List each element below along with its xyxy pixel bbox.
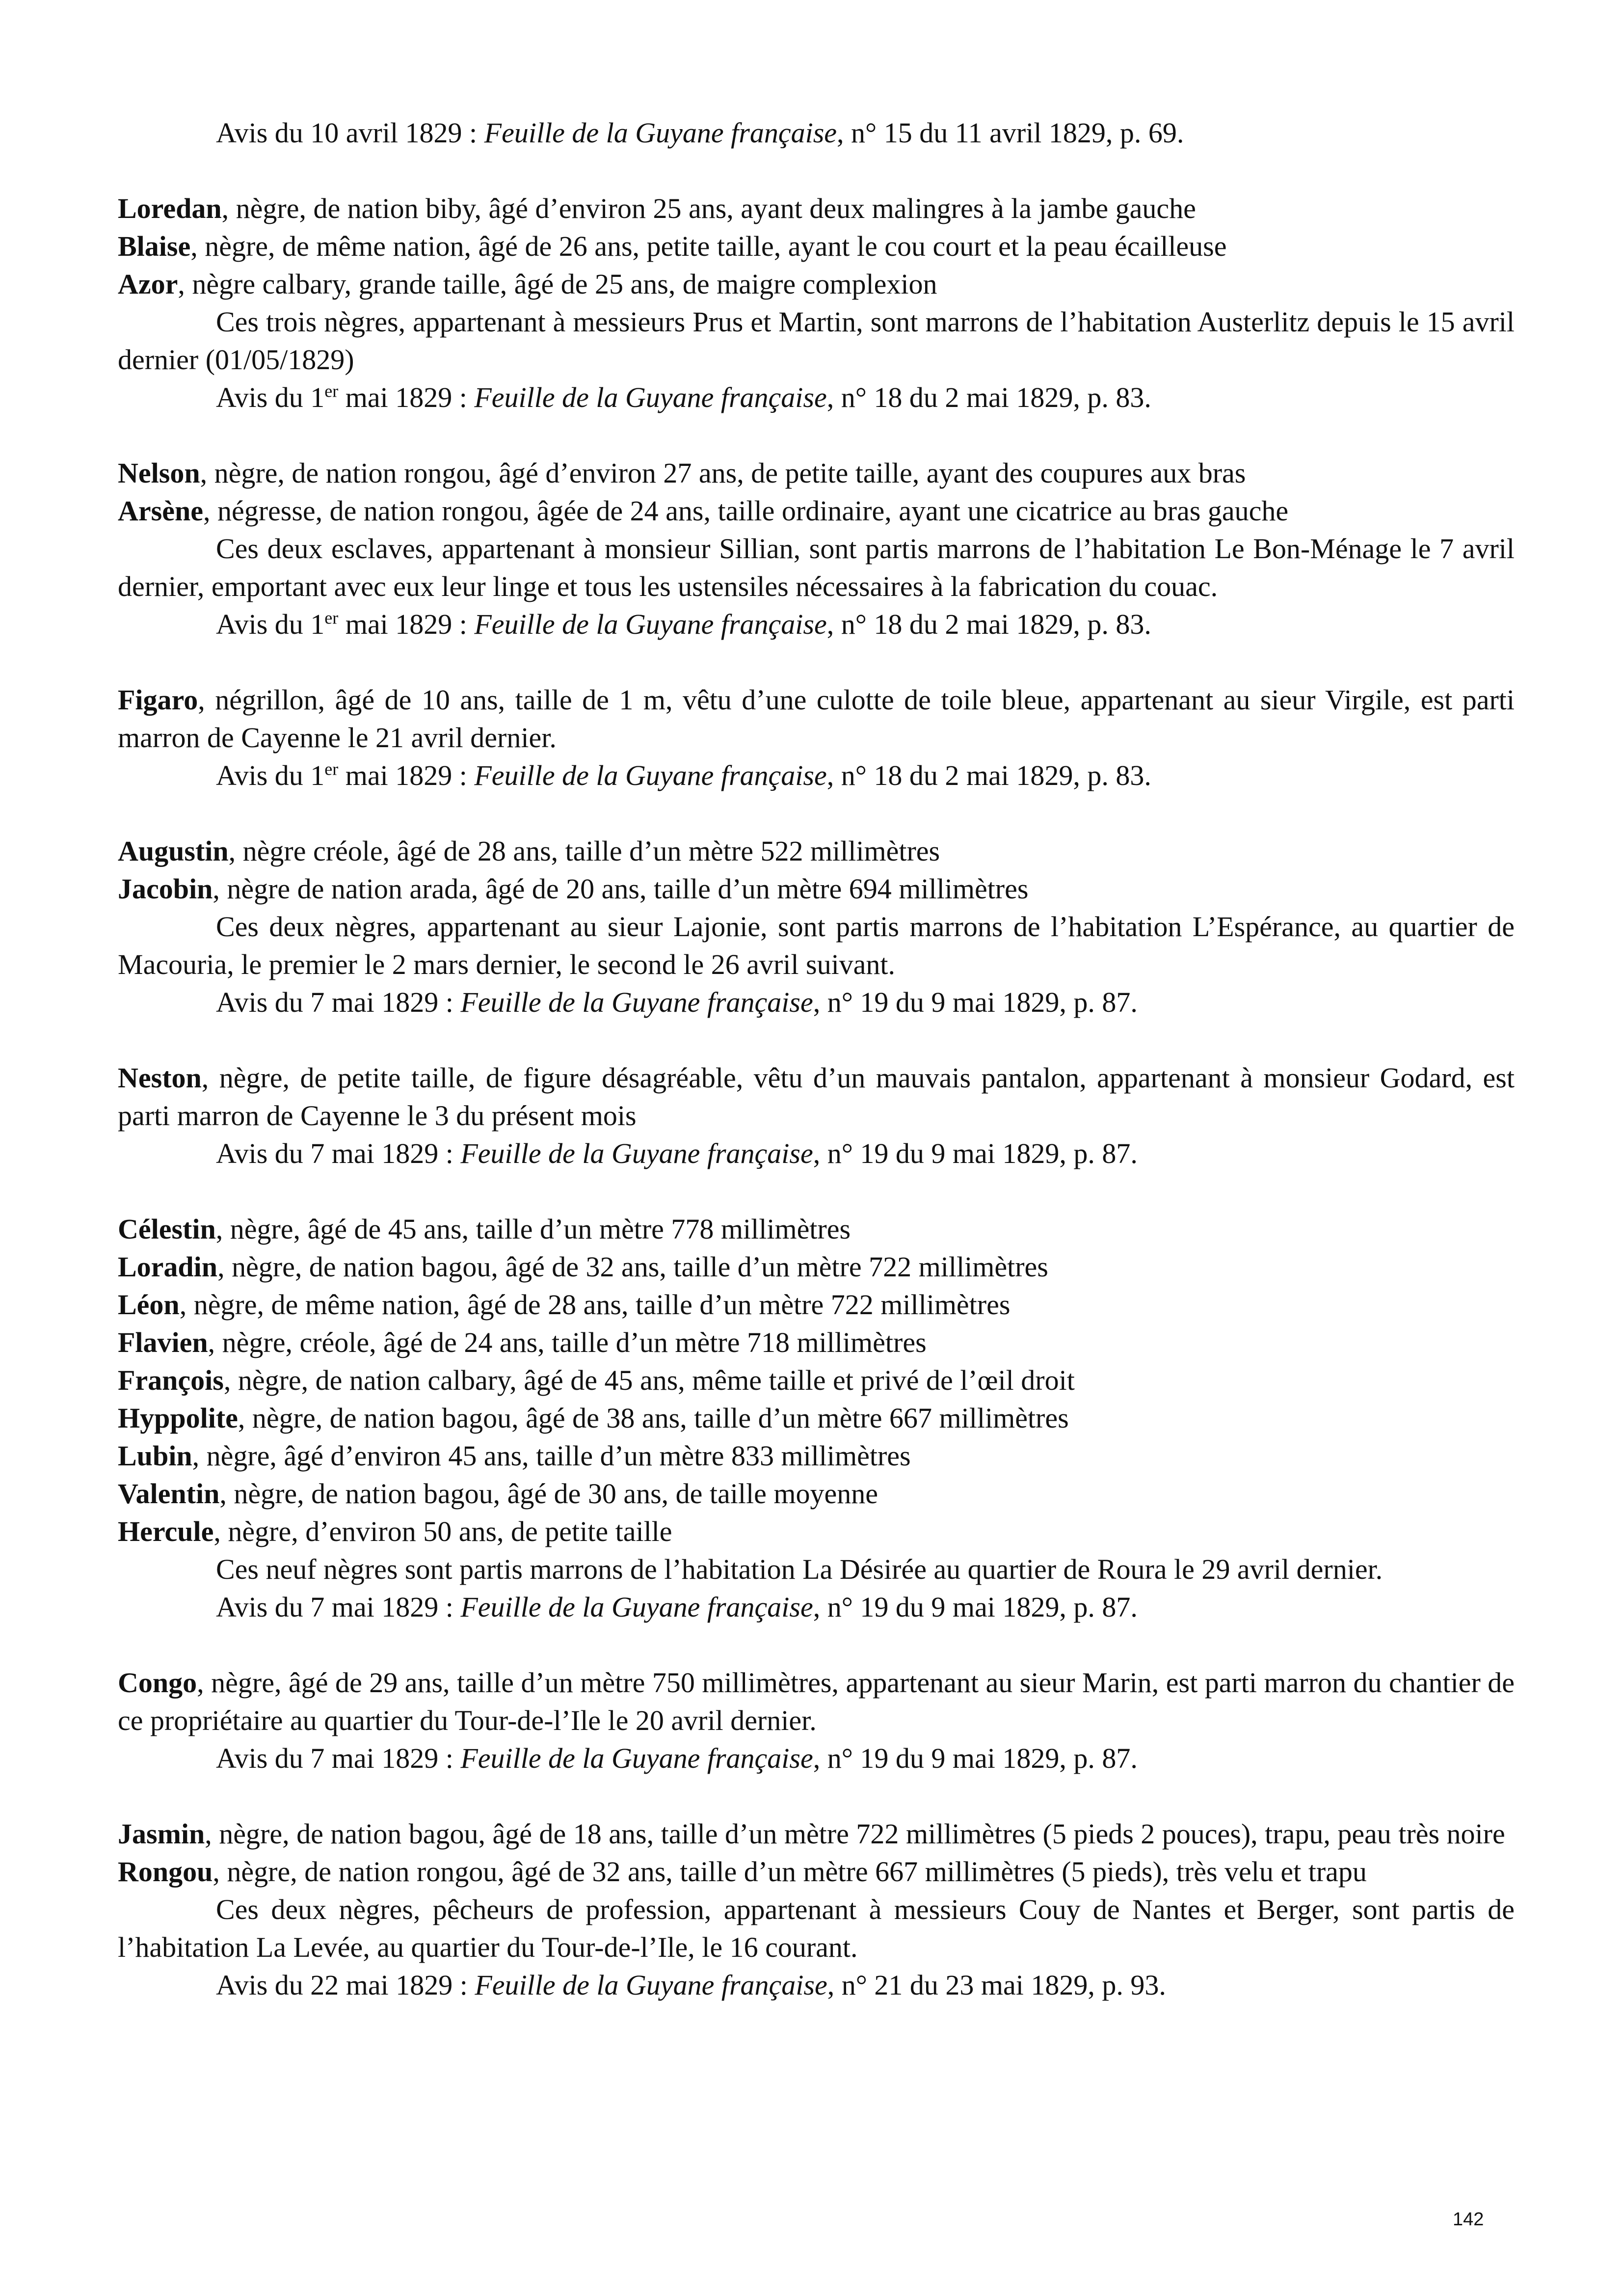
source-citation: Avis du 7 mai 1829 : Feuille de la Guyane française, n° 19 du 9 mai 1829, p. 87. (216, 1137, 1138, 1169)
source-citation: Avis du 10 avril 1829 : Feuille de la Guyane française, n° 15 du 11 avril 1829, p. 69. (216, 117, 1184, 149)
person-entry: Arsène, négresse, de nation rongou, âgée de 24 ans, taille ordinaire, ayant une cicatrice au bras gauche (118, 495, 1289, 527)
person-entry: Célestin, nègre, âgé de 45 ans, taille d’un mètre 778 millimètres (118, 1213, 851, 1245)
person-name: Flavien (118, 1326, 208, 1358)
notice-paragraph: Ces neuf nègres sont partis marrons de l’habitation La Désirée au quartier de Roura le 29 avril dernier. (216, 1553, 1383, 1585)
person-name: Augustin (118, 835, 229, 867)
person-entry: Neston, nègre, de petite taille, de figure désagréable, vêtu d’un mauvais pantalon, appartenant à monsieur Godard, est parti marron de Cayenne le 3 du présent mois (118, 1062, 1515, 1132)
person-entry: François, nègre, de nation calbary, âgé de 45 ans, même taille et privé de l’œil droit (118, 1364, 1075, 1396)
person-entry: Hercule, nègre, d’environ 50 ans, de petite taille (118, 1515, 672, 1547)
person-name: Loredan (118, 192, 222, 224)
person-entry: Loradin, nègre, de nation bagou, âgé de 32 ans, taille d’un mètre 722 millimètres (118, 1251, 1048, 1283)
notice-block (118, 114, 1515, 152)
notice-block (118, 454, 1515, 643)
source-citation: Avis du 7 mai 1829 : Feuille de la Guyane française, n° 19 du 9 mai 1829, p. 87. (216, 1742, 1138, 1774)
person-name: Loradin (118, 1251, 218, 1283)
person-name: Neston (118, 1062, 202, 1094)
person-entry: Azor, nègre calbary, grande taille, âgé de 25 ans, de maigre complexion (118, 268, 937, 300)
person-entry: Hyppolite, nègre, de nation bagou, âgé de 38 ans, taille d’un mètre 667 millimètres (118, 1402, 1069, 1434)
person-entry: Jasmin, nègre, de nation bagou, âgé de 18 ans, taille d’un mètre 722 millimètres (5 pieds 2 pouces), trapu, peau très noire (118, 1818, 1505, 1850)
person-name: Jasmin (118, 1818, 205, 1850)
notice-paragraph: Ces deux nègres, appartenant au sieur Lajonie, sont partis marrons de l’habitation L’Espérance, au quartier de Macouria, le premier le 2 mars dernier, le second le 26 avril suivant. (118, 911, 1515, 980)
person-name: Hyppolite (118, 1402, 238, 1434)
person-entry: Rongou, nègre, de nation rongou, âgé de 32 ans, taille d’un mètre 667 millimètres (5 pieds), très velu et trapu (118, 1856, 1367, 1888)
notice-paragraph: Ces trois nègres, appartenant à messieurs Prus et Martin, sont marrons de l’habitation Austerlitz depuis le 15 avril dernier (01/05/1829) (118, 306, 1515, 376)
person-entry: Congo, nègre, âgé de 29 ans, taille d’un mètre 750 millimètres, appartenant au sieur Marin, est parti marron du chantier de ce propriétaire au quartier du Tour-de-l’Ile le 20 avril dernier. (118, 1667, 1515, 1736)
person-name: Rongou (118, 1856, 213, 1888)
notice-block (118, 681, 1515, 794)
source-citation: Avis du 7 mai 1829 : Feuille de la Guyane française, n° 19 du 9 mai 1829, p. 87. (216, 1591, 1138, 1623)
notice-block (118, 1059, 1515, 1172)
person-name: Célestin (118, 1213, 216, 1245)
person-entry: Augustin, nègre créole, âgé de 28 ans, taille d’un mètre 522 millimètres (118, 835, 940, 867)
person-name: Congo (118, 1667, 197, 1699)
person-name: Valentin (118, 1478, 220, 1510)
person-name: Jacobin (118, 873, 213, 905)
notice-paragraph: Ces deux nègres, pêcheurs de profession, appartenant à messieurs Couy de Nantes et Berger, sont partis de l’habitation La Levée, au quartier du Tour-de-l’Ile, le 16 courant. (118, 1893, 1515, 1963)
person-name: Lubin (118, 1440, 192, 1472)
notice-block (118, 1815, 1515, 2004)
person-name: Blaise (118, 230, 191, 262)
person-entry: Blaise, nègre, de même nation, âgé de 26 ans, petite taille, ayant le cou court et la peau écailleuse (118, 230, 1227, 262)
person-entry: Lubin, nègre, âgé d’environ 45 ans, taille d’un mètre 833 millimètres (118, 1440, 911, 1472)
person-entry: Loredan, nègre, de nation biby, âgé d’environ 25 ans, ayant deux malingres à la jambe gauche (118, 192, 1196, 224)
source-citation: Avis du 1er mai 1829 : Feuille de la Guyane française, n° 18 du 2 mai 1829, p. 83. (216, 759, 1151, 791)
person-entry: Figaro, négrillon, âgé de 10 ans, taille de 1 m, vêtu d’une culotte de toile bleue, appartenant au sieur Virgile, est parti marron de Cayenne le 21 avril dernier. (118, 684, 1515, 754)
source-citation: Avis du 1er mai 1829 : Feuille de la Guyane française, n° 18 du 2 mai 1829, p. 83. (216, 381, 1151, 413)
person-entry: Valentin, nègre, de nation bagou, âgé de 30 ans, de taille moyenne (118, 1478, 878, 1510)
notice-block (118, 189, 1515, 416)
notice-paragraph: Ces deux esclaves, appartenant à monsieur Sillian, sont partis marrons de l’habitation Le Bon-Ménage le 7 avril dernier, emportant avec eux leur linge et tous les ustensiles nécessaires à la fabrication du couac. (118, 533, 1515, 602)
person-entry: Jacobin, nègre de nation arada, âgé de 20 ans, taille d’un mètre 694 millimètres (118, 873, 1029, 905)
source-citation: Avis du 22 mai 1829 : Feuille de la Guyane française, n° 21 du 23 mai 1829, p. 93. (216, 1969, 1166, 2001)
document-body (118, 114, 1515, 2042)
person-name: François (118, 1364, 224, 1396)
notice-block (118, 832, 1515, 1021)
person-entry: Léon, nègre, de même nation, âgé de 28 ans, taille d’un mètre 722 millimètres (118, 1289, 1011, 1321)
person-name: Figaro (118, 684, 198, 716)
person-name: Arsène (118, 495, 203, 527)
source-citation: Avis du 7 mai 1829 : Feuille de la Guyane française, n° 19 du 9 mai 1829, p. 87. (216, 986, 1138, 1018)
person-name: Léon (118, 1289, 180, 1321)
source-citation: Avis du 1er mai 1829 : Feuille de la Guyane française, n° 18 du 2 mai 1829, p. 83. (216, 608, 1151, 640)
notice-block (118, 1664, 1515, 1777)
person-name: Hercule (118, 1515, 214, 1547)
person-name: Nelson (118, 457, 200, 489)
notice-block (118, 1210, 1515, 1626)
person-entry: Nelson, nègre, de nation rongou, âgé d’environ 27 ans, de petite taille, ayant des coupures aux bras (118, 457, 1246, 489)
person-entry: Flavien, nègre, créole, âgé de 24 ans, taille d’un mètre 718 millimètres (118, 1326, 927, 1358)
person-name: Azor (118, 268, 178, 300)
page-number: 142 (1453, 2209, 1484, 2230)
